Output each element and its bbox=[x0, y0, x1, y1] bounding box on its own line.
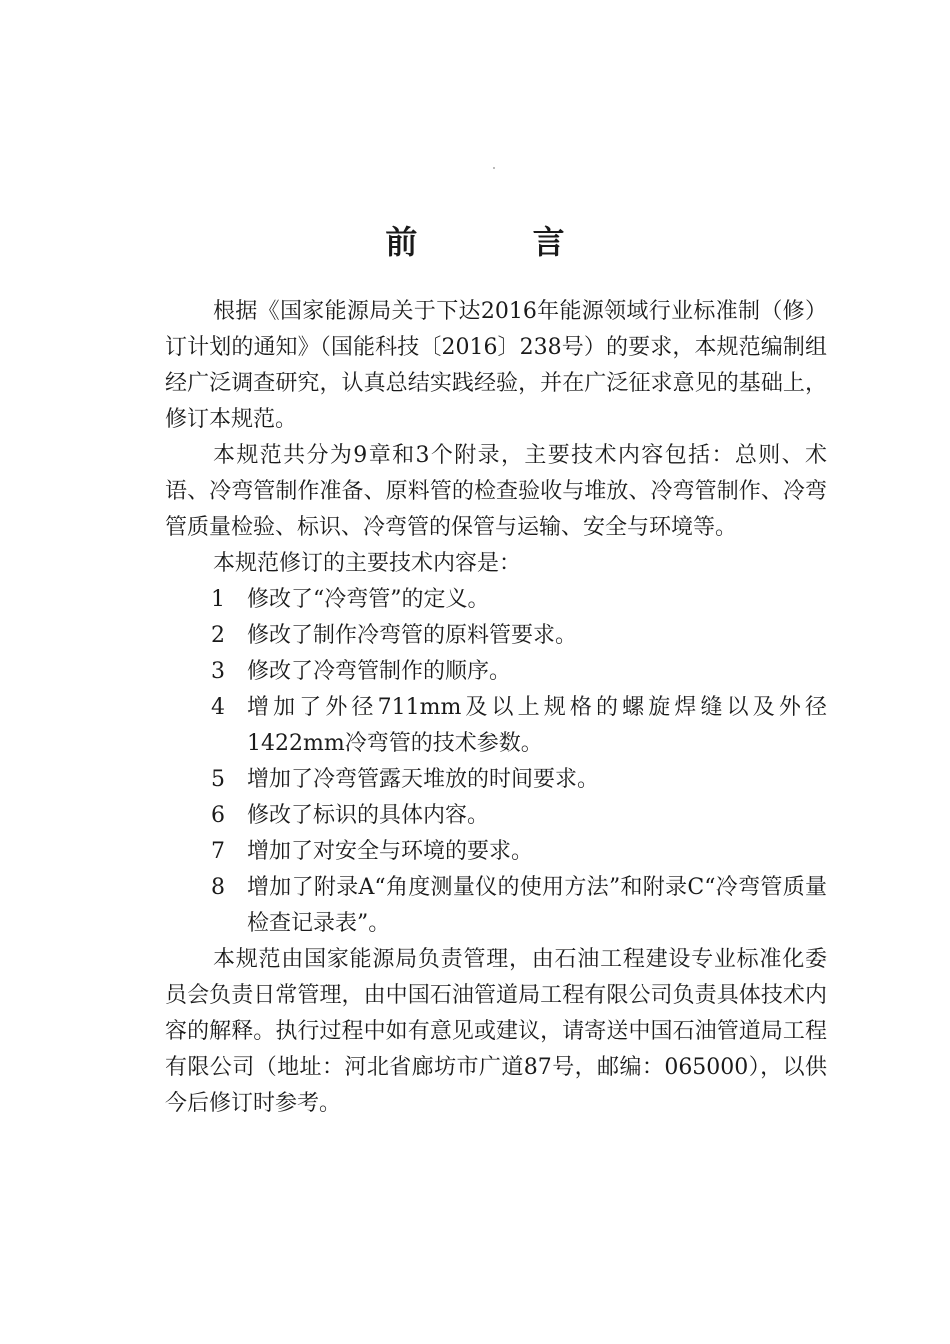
list-item-text: 修改了制作冷弯管的原料管要求。 bbox=[247, 623, 578, 648]
paragraph-management: 本规范由国家能源局负责管理，由石油工程建设专业标准化委员会负责日常管理，由中国石油管道局工程有限公司负责具体技术内容的解释。执行过程中如有意见或建议，请寄送中国石油管道局工程有限公司（地址：河北省廊坊市广道87号，邮编：065000），以供今后修订时参考。 bbox=[165, 947, 827, 1116]
list-item-number: 4 bbox=[211, 695, 225, 720]
list-item bbox=[165, 618, 827, 654]
list-item-number: 8 bbox=[211, 875, 225, 900]
list-item-number: 6 bbox=[211, 803, 225, 828]
preface-body bbox=[165, 294, 827, 1122]
paragraph-basis: 根据《国家能源局关于下达2016年能源领域行业标准制（修）订计划的通知》（国能科技〔2016〕238号）的要求，本规范编制组经广泛调查研究，认真总结实践经验，并在广泛征求意见的基础上，修订本规范。 bbox=[165, 299, 827, 432]
list-item-number: 1 bbox=[211, 587, 225, 612]
paragraph-contents: 本规范共分为9章和3个附录，主要技术内容包括：总则、术语、冷弯管制作准备、原料管的检查验收与堆放、冷弯管制作、冷弯管质量检验、标识、冷弯管的保管与运输、安全与环境等。 bbox=[165, 443, 827, 540]
paragraph-revision-intro: 本规范修订的主要技术内容是： bbox=[213, 551, 522, 576]
list-item-number: 7 bbox=[211, 839, 225, 864]
list-item-number: 5 bbox=[211, 767, 225, 792]
list-item bbox=[165, 834, 827, 870]
list-item-number: 2 bbox=[211, 623, 225, 648]
list-item-text: 修改了“冷弯管”的定义。 bbox=[247, 587, 490, 612]
list-item-text: 增加了冷弯管露天堆放的时间要求。 bbox=[247, 767, 600, 792]
list-item-text: 增加了外径711mm及以上规格的螺旋焊缝以及外径1422mm冷弯管的技术参数。 bbox=[247, 695, 827, 756]
list-item-text: 增加了附录A“角度测量仪的使用方法”和附录C“冷弯管质量检查记录表”。 bbox=[247, 875, 827, 936]
list-item bbox=[165, 690, 827, 762]
list-item-text: 修改了标识的具体内容。 bbox=[247, 803, 490, 828]
list-item bbox=[165, 798, 827, 834]
scan-speck bbox=[493, 167, 495, 169]
list-item bbox=[165, 762, 827, 798]
list-item bbox=[165, 870, 827, 942]
list-item bbox=[165, 582, 827, 618]
list-item bbox=[165, 654, 827, 690]
page-title: 前 言 bbox=[385, 223, 617, 262]
list-item-text: 修改了冷弯管制作的顺序。 bbox=[247, 659, 512, 684]
list-item-text: 增加了对安全与环境的要求。 bbox=[247, 839, 534, 864]
revision-list bbox=[165, 582, 827, 942]
list-item-number: 3 bbox=[211, 659, 225, 684]
